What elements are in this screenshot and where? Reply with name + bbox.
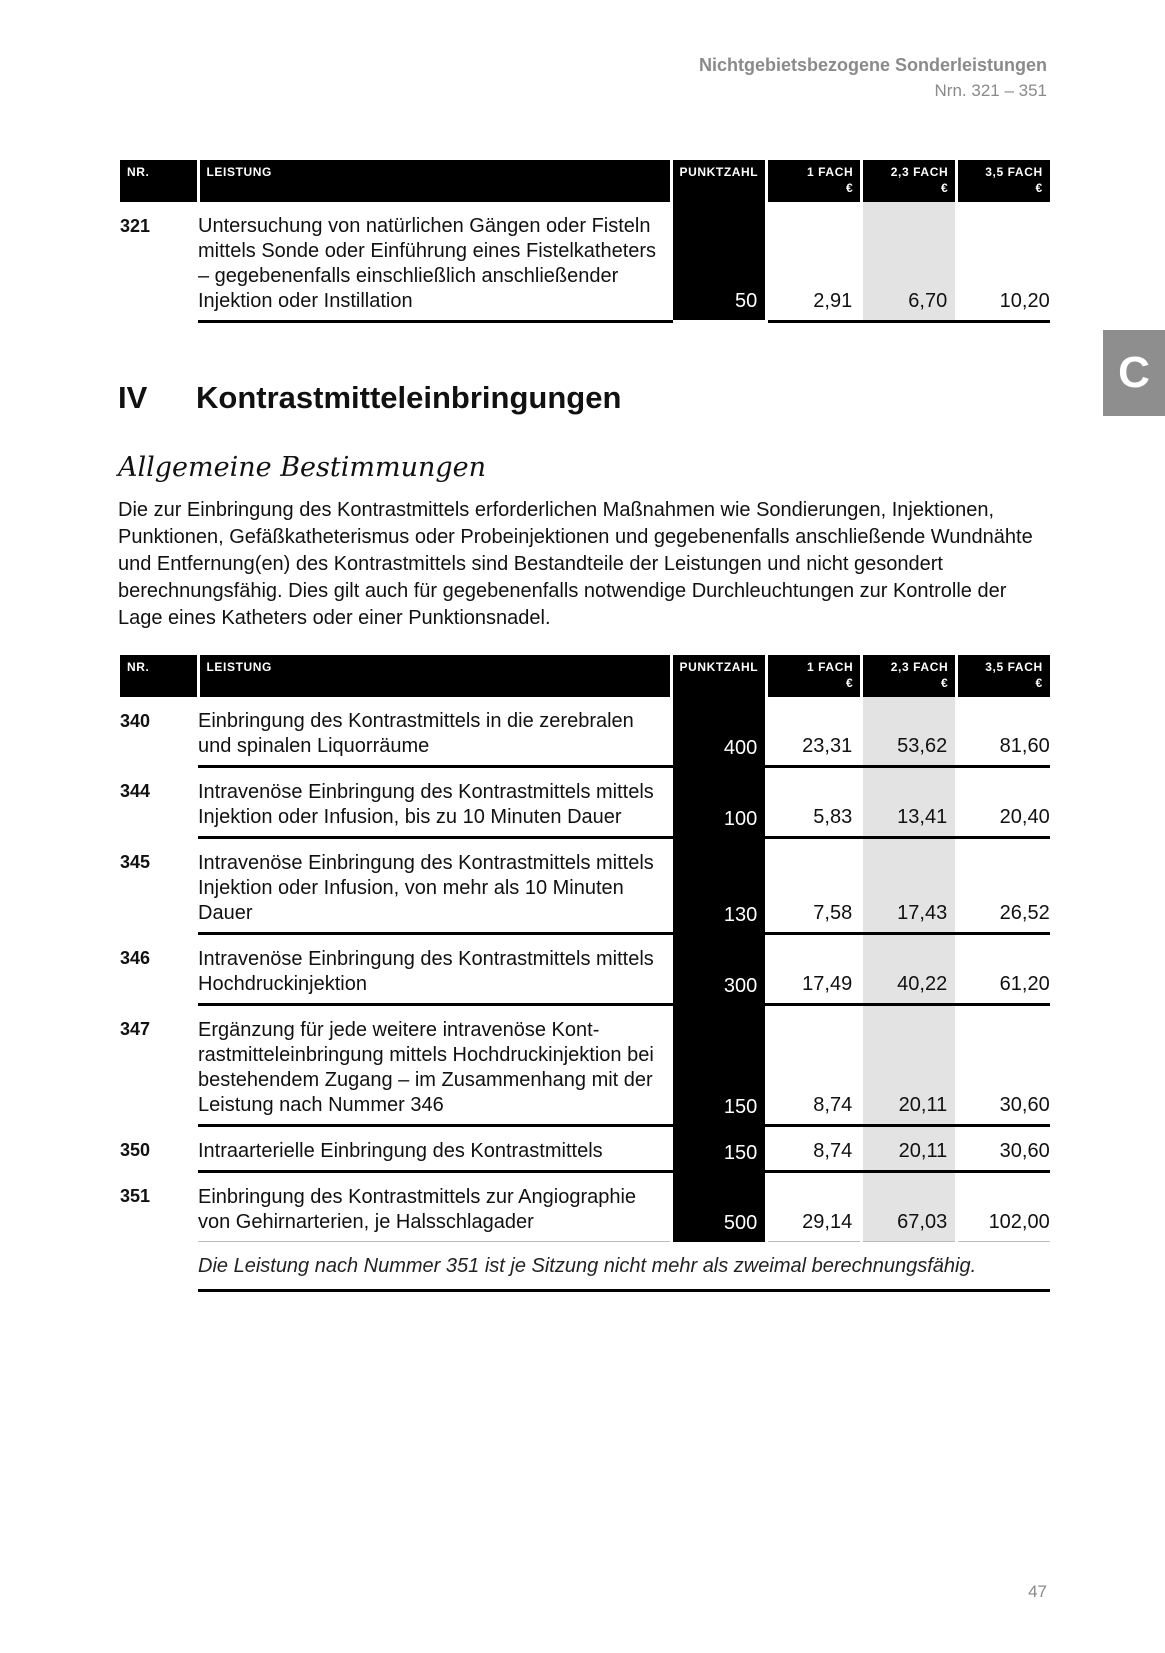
- col-35fach: 3,5 FACH €: [957, 655, 1050, 697]
- chapter-tab: C: [1103, 330, 1165, 416]
- row-1fach: 7,58: [767, 838, 862, 934]
- row-leistung: Intravenöse Einbringung des Kontrastmittels mittels Injektion oder Infusion, bis zu 10 Minuten Dauer: [198, 767, 671, 838]
- page-number: 47: [1028, 1582, 1047, 1601]
- col-punktzahl: PUNKTZAHL: [671, 655, 767, 697]
- col-23fach: 2,3 FACH €: [862, 655, 957, 697]
- section-title: Kontrastmitteleinbringungen: [196, 380, 622, 415]
- row-35fach: 61,20: [957, 934, 1050, 1005]
- table-row: [120, 697, 1050, 767]
- row-23fach: 13,41: [862, 767, 957, 838]
- row-leistung: Intravenöse Einbringung des Kontrastmittels mittels Hochdruckinjektion: [198, 934, 671, 1005]
- row-nr: 340: [120, 711, 151, 731]
- row-1fach: 5,83: [767, 767, 862, 838]
- row-nr: 350: [120, 1139, 151, 1160]
- row-1fach: 29,14: [767, 1172, 862, 1242]
- row-nr: 347: [120, 1018, 151, 1039]
- note-row: [120, 1242, 1050, 1291]
- row-1fach: 8,74: [767, 1126, 862, 1172]
- row-punktzahl: 400: [671, 697, 767, 767]
- fee-table-1: [120, 160, 1050, 323]
- section-heading: [118, 380, 621, 416]
- header-title: Nichtgebietsbezogene Sonderleistungen: [698, 55, 1047, 75]
- row-leistung: Intraarterielle Einbringung des Kontrastmittels: [198, 1126, 671, 1172]
- row-1fach: 17,49: [767, 934, 862, 1005]
- row-35fach: 30,60: [957, 1005, 1050, 1126]
- row-leistung: Intravenöse Einbringung des Kontrastmittels mittels Injektion oder Infusion, von mehr als 10 Minuten Dauer: [198, 838, 671, 934]
- col-leistung: LEISTUNG: [198, 655, 671, 697]
- row-1fach: 2,91: [767, 202, 862, 322]
- col-leistung: LEISTUNG: [198, 160, 671, 202]
- row-35fach: 10,20: [957, 202, 1050, 322]
- subheading: Allgemeine Bestimmungen: [118, 452, 486, 483]
- row-nr: 345: [120, 851, 151, 872]
- row-23fach: 20,11: [862, 1126, 957, 1172]
- body-paragraph: Die zur Einbringung des Kontrastmittels erforderlichen Maßnahmen wie Sondierungen, Injektionen, Punktionen, Gefäßkatheterismus oder Probeinjektionen und gegebenenfalls anschließende Wundnähte und Entfernung(en) des Kontrastmittels sind Bestandteile der Leistungen und nicht gesondert berechnungsfähig. Dies gilt auch für gegebenenfalls notwendige Durchleuchtungen zur Kontrolle der Lage eines Katheters oder einer Punktionsnadel.: [118, 499, 1033, 629]
- row-23fach: 17,43: [862, 838, 957, 934]
- table-row: [120, 767, 1050, 838]
- row-leistung: Ergänzung für jede weitere intravenöse Kontrastmitteleinbringung mittels Hochdruckinjektion bei bestehendem Zugang – im Zusammenhang mit der Leistung nach Nummer 346: [198, 1005, 671, 1126]
- row-punktzahl: 50: [671, 202, 767, 322]
- row-leistung: Untersuchung von natürlichen Gängen oder Fisteln mittels Sonde oder Einführung eines Fistelkatheters – gegebenenfalls einschließlich anschließender Injektion oder Instillation: [198, 202, 671, 322]
- table-row: [120, 1172, 1050, 1242]
- row-punktzahl: 100: [671, 767, 767, 838]
- header-range: Nrn. 321 – 351: [934, 81, 1047, 100]
- row-nr: 346: [120, 947, 151, 968]
- table-row: [120, 1126, 1050, 1172]
- col-punktzahl: PUNKTZAHL: [671, 160, 767, 202]
- row-23fach: 53,62: [862, 697, 957, 767]
- col-nr: NR.: [120, 655, 198, 697]
- row-35fach: 26,52: [957, 838, 1050, 934]
- row-punktzahl: 150: [671, 1126, 767, 1172]
- table-row: [120, 1005, 1050, 1126]
- row-punktzahl: 130: [671, 838, 767, 934]
- table-header-row: [120, 160, 1050, 202]
- row-nr: 351: [120, 1185, 151, 1206]
- row-35fach: 30,60: [957, 1126, 1050, 1172]
- row-punktzahl: 150: [671, 1005, 767, 1126]
- row-35fach: 20,40: [957, 767, 1050, 838]
- fee-table-2: [120, 655, 1050, 1292]
- row-punktzahl: 300: [671, 934, 767, 1005]
- row-23fach: 6,70: [862, 202, 957, 322]
- row-leistung: Einbringung des Kontrastmittels zur Angiographie von Gehirnarterien, je Halsschlagader: [198, 1172, 671, 1242]
- row-leistung: Einbringung des Kontrastmittels in die zerebralen und spinalen Liquorräume: [198, 697, 671, 767]
- row-23fach: 40,22: [862, 934, 957, 1005]
- row-punktzahl: 500: [671, 1172, 767, 1242]
- row-1fach: 8,74: [767, 1005, 862, 1126]
- col-23fach: 2,3 FACH €: [862, 160, 957, 202]
- row-23fach: 20,11: [862, 1005, 957, 1126]
- row-23fach: 67,03: [862, 1172, 957, 1242]
- section-number: IV: [118, 380, 148, 415]
- running-header: [699, 52, 1047, 104]
- table-header-row: [120, 655, 1050, 697]
- table-row: [120, 838, 1050, 934]
- col-1fach: 1 FACH €: [767, 160, 862, 202]
- table-row: [120, 934, 1050, 1005]
- row-1fach: 23,31: [767, 697, 862, 767]
- row-35fach: 81,60: [957, 697, 1050, 767]
- col-nr: NR.: [120, 160, 198, 202]
- row-nr: 344: [120, 780, 151, 801]
- row-35fach: 102,00: [957, 1172, 1050, 1242]
- table-note: Die Leistung nach Nummer 351 ist je Sitzung nicht mehr als zweimal berechnungsfähig.: [198, 1242, 1050, 1291]
- row-nr: 321: [120, 216, 151, 236]
- col-35fach: 3,5 FACH €: [957, 160, 1050, 202]
- col-1fach: 1 FACH €: [767, 655, 862, 697]
- table-row: [120, 202, 1050, 322]
